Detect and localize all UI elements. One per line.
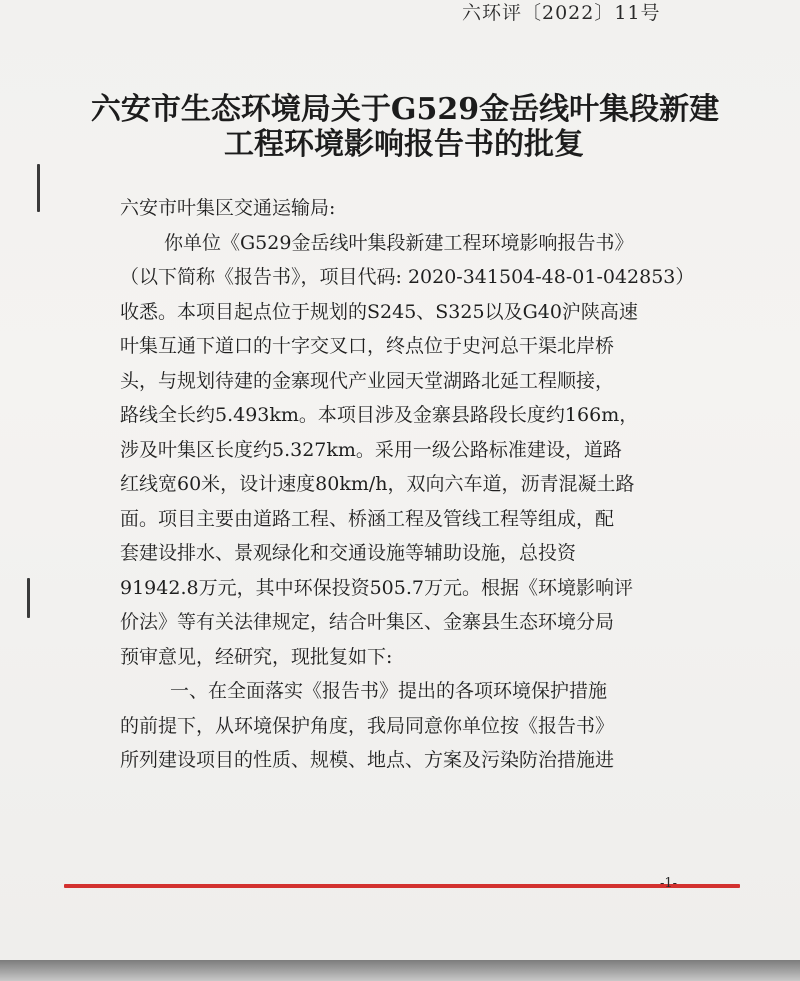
section-line: 一、在全面落实《报告书》提出的各项环境保护措施 [170, 680, 608, 702]
body-line: 红线宽60米，设计速度80km/h，双向六车道，沥青混凝土路 [120, 473, 635, 495]
body-line: 套建设排水、景观绿化和交通设施等辅助设施，总投资 [120, 542, 577, 564]
binding-punch-mark [27, 578, 30, 618]
red-footer-rule [64, 884, 740, 888]
section-line: 所列建设项目的性质、规模、地点、方案及污染防治措施进 [120, 749, 615, 771]
body-line: 叶集互通下道口的十字交叉口，终点位于史河总干渠北岸桥 [120, 335, 615, 357]
document-number: 六环评〔2022〕11号 [462, 2, 661, 24]
document-title-line-2: 工程环境影响报告书的批复 [224, 127, 584, 162]
addressee: 六安市叶集区交通运输局: [120, 197, 336, 219]
document-body [120, 191, 700, 778]
section-line: 的前提下，从环境保护角度，我局同意你单位按《报告书》 [120, 714, 615, 737]
next-page-edge [0, 960, 800, 981]
body-line: 面。项目主要由道路工程、桥涵工程及管线工程等组成，配 [120, 507, 615, 530]
body-line: 头，与规划待建的金寨现代产业园天堂湖路北延工程顺接， [120, 369, 615, 392]
body-line: 涉及叶集区长度约5.327km。采用一级公路标准建设，道路 [120, 438, 622, 461]
body-line: 预审意见，经研究，现批复如下: [120, 645, 393, 668]
body-line: 91942.8万元，其中环保投资505.7万元。根据《环境影响评 [120, 576, 633, 599]
binding-punch-mark [37, 164, 40, 212]
body-line: （以下简称《报告书》，项目代码: 2020-341504-48-01-042853） [120, 266, 695, 288]
document-title-line-1: 六安市生态环境局关于G529金岳线叶集段新建 [90, 92, 720, 127]
body-line: 价法》等有关法律规定，结合叶集区、金寨县生态环境分局 [120, 611, 615, 633]
body-line: 收悉。本项目起点位于规划的S245、S325以及G40沪陕高速 [120, 300, 638, 323]
page-number: -1- [660, 876, 678, 891]
body-line: 路线全长约5.493km。本项目涉及金寨县路段长度约166m， [120, 404, 639, 426]
body-line: 你单位《G529金岳线叶集段新建工程环境影响报告书》 [164, 231, 634, 254]
